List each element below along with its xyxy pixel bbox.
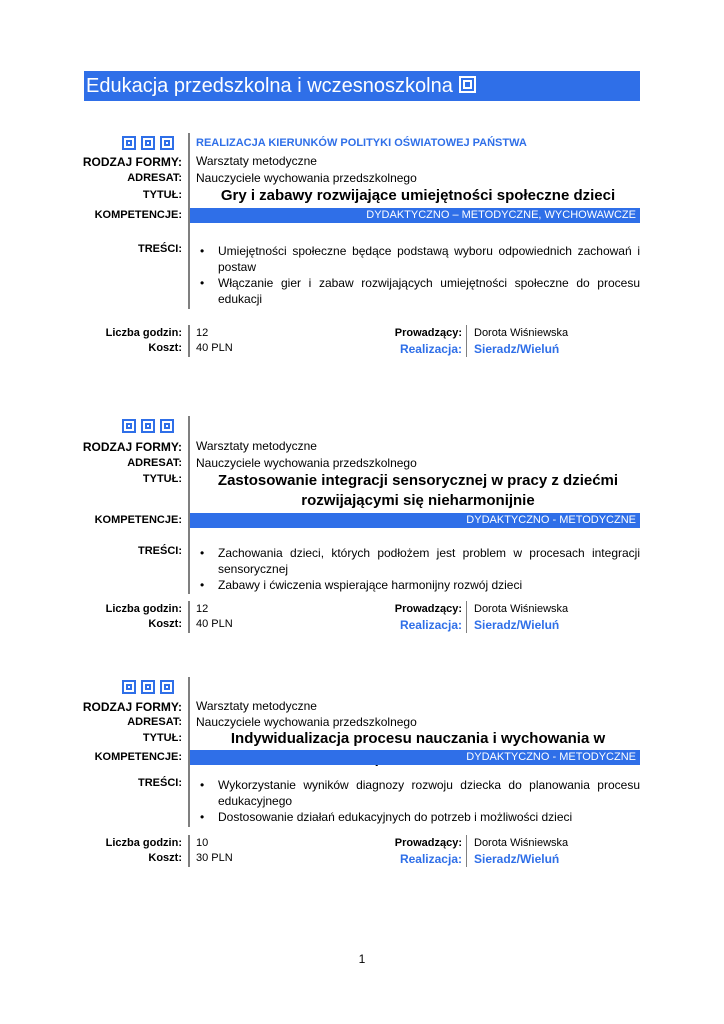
square-ornament-icon — [122, 680, 136, 694]
prowadzacy-label: Prowadzący: — [394, 603, 462, 615]
realizacja-value: Sieradz/Wieluń — [474, 852, 560, 866]
course-title: Zastosowanie integracji sensorycznej w pracy z dziećmi rozwijającymi się nieharmonijnie — [217, 472, 619, 509]
adresat-label: ADRESAT: — [127, 457, 182, 469]
section-header — [84, 71, 640, 101]
koszt-value: 30 PLN — [196, 852, 233, 864]
prowadzacy-value: Dorota Wiśniewska — [474, 603, 569, 615]
tresci-list — [196, 777, 640, 825]
kompetencje-label: KOMPETENCJE: — [94, 209, 182, 221]
adresat-label: ADRESAT: — [127, 172, 182, 184]
tresci-label: TREŚCI: — [138, 545, 182, 557]
list-item: • Wykorzystanie wyników diagnozy rozwoju dziecka do planowania procesu edukacyjnego — [196, 777, 640, 809]
tytul-label: TYTUŁ: — [142, 189, 182, 201]
adresat-value: Nauczyciele wychowania przedszkolnego — [196, 715, 417, 729]
godziny-label: Liczba godzin: — [105, 837, 182, 849]
entry-icons — [122, 136, 179, 150]
tresci-label: TREŚCI: — [138, 243, 182, 255]
list-item: • Zabawy i ćwiczenia wspierające harmonijny rozwój dzieci — [196, 577, 640, 593]
realizacja-value: Sieradz/Wieluń — [474, 618, 560, 632]
prowadzacy-label: Prowadzący: — [394, 837, 462, 849]
koszt-label: Koszt: — [148, 618, 182, 630]
entry-icons — [122, 680, 179, 694]
policy-heading: REALIZACJA KIERUNKÓW POLITYKI OŚWIATOWEJ PAŃSTWA — [196, 137, 527, 149]
square-ornament-icon — [160, 419, 174, 433]
course-title: Indywidualizacja procesu nauczania i wychowania w — [230, 730, 606, 747]
square-ornament-icon — [141, 680, 155, 694]
realizacja-label: Realizacja: — [399, 618, 462, 632]
tytul-label: TYTUŁ: — [142, 732, 182, 744]
square-ornament-icon — [122, 419, 136, 433]
tresci-list — [196, 243, 640, 307]
godziny-label: Liczba godzin: — [105, 603, 182, 615]
realizacja-value: Sieradz/Wieluń — [474, 342, 560, 356]
realizacja-label: Realizacja: — [399, 342, 462, 356]
adresat-value: Nauczyciele wychowania przedszkolnego — [196, 456, 417, 470]
kompetencje-label: KOMPETENCJE: — [94, 514, 182, 526]
kompetencje-label: KOMPETENCJE: — [94, 751, 182, 763]
page-number: 1 — [358, 952, 366, 966]
tresci-list — [196, 545, 640, 593]
godziny-value: 12 — [196, 327, 209, 339]
godziny-label: Liczba godzin: — [105, 327, 182, 339]
list-item: • Dostosowanie działań edukacyjnych do potrzeb i możliwości dzieci — [196, 809, 640, 825]
rodzaj-value: Warsztaty metodyczne — [196, 699, 317, 713]
square-ornament-icon — [141, 419, 155, 433]
prowadzacy-label: Prowadzący: — [394, 327, 462, 339]
tytul-label: TYTUŁ: — [142, 473, 182, 485]
square-ornament-icon — [141, 136, 155, 150]
rodzaj-value: Warsztaty metodyczne — [196, 154, 317, 168]
square-ornament-icon — [160, 136, 174, 150]
koszt-value: 40 PLN — [196, 342, 233, 354]
prowadzacy-value: Dorota Wiśniewska — [474, 837, 569, 849]
rodzaj-label: RODZAJ FORMY: — [82, 700, 182, 714]
list-item: • Włączanie gier i zabaw rozwijających umiejętności społeczne do procesu edukacji — [196, 275, 640, 307]
rodzaj-label: RODZAJ FORMY: — [82, 440, 182, 454]
adresat-label: ADRESAT: — [127, 716, 182, 728]
rodzaj-value: Warsztaty metodyczne — [196, 439, 317, 453]
kompetencje-bar: DYDAKTYCZNO - METODYCZNE — [190, 513, 640, 528]
kompetencje-bar: DYDAKTYCZNO – METODYCZNE, WYCHOWAWCZE — [190, 208, 640, 223]
godziny-value: 10 — [196, 837, 209, 849]
section-title: Edukacja przedszkolna i wczesnoszkolna — [86, 75, 453, 97]
course-title: Gry i zabawy rozwijające umiejętności społeczne dzieci — [220, 187, 616, 204]
adresat-value: Nauczyciele wychowania przedszkolnego — [196, 171, 417, 185]
list-item: • Umiejętności społeczne będące podstawą wyboru odpowiednich zachowań i postaw — [196, 243, 640, 275]
square-ornament-icon — [122, 136, 136, 150]
koszt-value: 40 PLN — [196, 618, 233, 630]
tresci-label: TREŚCI: — [138, 777, 182, 789]
koszt-label: Koszt: — [148, 342, 182, 354]
rodzaj-label: RODZAJ FORMY: — [82, 155, 182, 169]
kompetencje-bar: DYDAKTYCZNO - METODYCZNE — [190, 750, 640, 765]
square-ornament-icon — [160, 680, 174, 694]
koszt-label: Koszt: — [148, 852, 182, 864]
prowadzacy-value: Dorota Wiśniewska — [474, 327, 569, 339]
list-item: • Zachowania dzieci, których podłożem jest problem w procesach integracji sensorycznej — [196, 545, 640, 577]
realizacja-label: Realizacja: — [399, 852, 462, 866]
entry-icons — [122, 419, 179, 433]
square-ornament-icon — [459, 76, 476, 93]
godziny-value: 12 — [196, 603, 209, 615]
